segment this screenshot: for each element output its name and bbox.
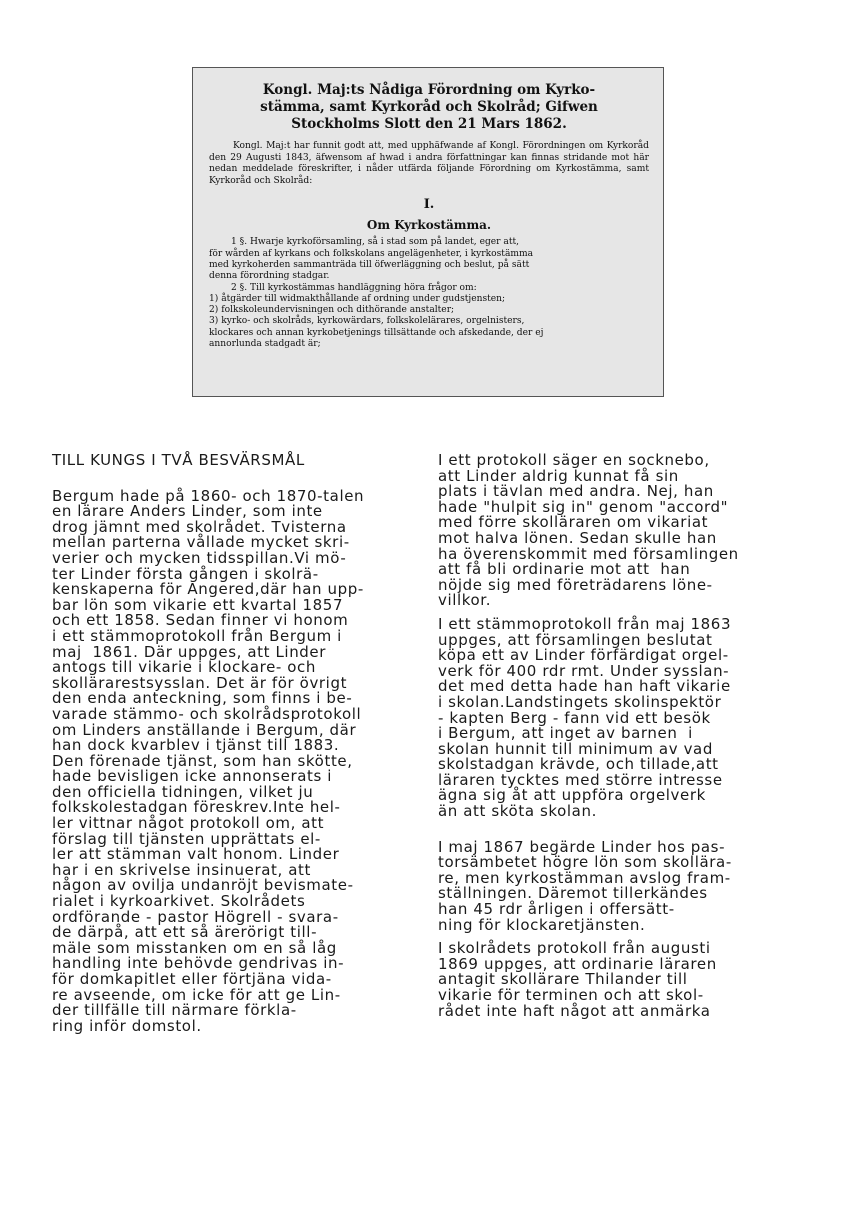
- text-line: I ett protokoll säger en socknebo,: [438, 451, 710, 469]
- text-line: antogs till vikarie i klockare- och: [52, 658, 317, 677]
- text-line: ter Linder första gången i skolrä-: [52, 564, 319, 583]
- text-line: skollärarestsysslan. Det är för övrigt: [52, 673, 348, 692]
- text-line: den enda anteckning, som finns i be-: [52, 689, 353, 708]
- text-line: - kapten Berg - fann vid ett besök: [438, 708, 711, 727]
- text-line: nöjde sig med företrädarens löne-: [438, 575, 713, 594]
- text-line: i ett stämmoprotokoll från Bergum i: [52, 626, 342, 645]
- text-line: uppges, att församlingen beslutat: [438, 630, 713, 649]
- text-line: ring inför domstol.: [52, 1016, 202, 1035]
- text-line: bar lön som vikarie ett kvartal 1857: [52, 595, 344, 614]
- text-line: en lärare Anders Linder, som inte: [52, 502, 323, 521]
- text-line: antagit skollärare Thilander till: [438, 970, 688, 989]
- article-heading: TILL KUNGS I TVÅ BESVÄRSMÅL: [52, 451, 305, 469]
- text-line: ställningen. Däremot tillerkändes: [438, 884, 708, 903]
- newspaper-clipping: [192, 67, 664, 397]
- text-line: mot halva lönen. Sedan skulle han: [438, 528, 717, 547]
- clipping-text-line: denna förordning stadgar.: [209, 271, 330, 282]
- spacer: [52, 469, 422, 489]
- text-line: skolstadgan krävde, och tillade,att: [438, 755, 719, 774]
- text-line: Den förenade tjänst, som han skötte,: [52, 751, 353, 770]
- text-line: han dock kvarblev i tjänst till 1883.: [52, 736, 340, 755]
- clipping-text-line: annorlunda stadgadt är;: [209, 339, 321, 350]
- text-line: handling inte behövde gendrivas in-: [52, 954, 345, 973]
- text-line: hade "hulpit sig in" genom "accord": [438, 497, 729, 516]
- text-line: han 45 rdr årligen i offersätt-: [438, 900, 675, 919]
- text-line: rådet inte haft något att anmärka: [438, 1001, 711, 1020]
- clipping-text-line: med kyrkoherden sammanträda till öfwerläggning och beslut, på sätt: [209, 259, 530, 270]
- text-line: 1869 uppges, att ordinarie läraren: [438, 954, 717, 973]
- text-line: köpa ett av Linder förfärdigat orgel-: [438, 646, 729, 665]
- right-column-body: [438, 453, 818, 1019]
- text-line: re, men kyrkostämman avslog fram-: [438, 868, 731, 887]
- text-line: de därpå, att ett så ärerörigt till-: [52, 923, 318, 942]
- paragraph: [438, 837, 818, 934]
- text-line: har i en skrivelse insinuerat, att: [52, 860, 312, 879]
- text-line: för domkapitlet eller förtjäna vida-: [52, 970, 332, 988]
- text-line: någon av ovilja undanröjt bevismate-: [52, 876, 354, 895]
- text-line: I skolrådets protokoll från augusti: [438, 939, 711, 958]
- text-line: förslag till tjänsten upprättats el-: [52, 829, 321, 848]
- clipping-text-line: 2) folkskoleundervisningen och dithörande anstalter;: [209, 305, 455, 316]
- text-line: rialet i kyrkoarkivet. Skolrådets: [52, 892, 306, 911]
- paragraph: [438, 453, 818, 609]
- paragraph: [438, 614, 818, 821]
- text-line: folkskolestadgan föreskrev.Inte hel-: [52, 798, 341, 817]
- text-line: villkor.: [438, 591, 492, 610]
- text-line: vikarie för terminen och att skol-: [438, 986, 704, 1004]
- clipping-text-line: för wården af kyrkans och folkskolans angelägenheter, i kyrkostämma: [209, 248, 534, 259]
- text-line: med förre skolläraren om vikariat: [438, 513, 709, 532]
- text-line: i skolan.Landstingets skolinspektör: [438, 692, 722, 711]
- left-column-body: [52, 486, 422, 1035]
- spacer: [438, 820, 818, 840]
- text-line: ler vittnar något protokoll om, att: [52, 814, 325, 833]
- text-line: re avseende, om icke för att ge Lin-: [52, 985, 341, 1004]
- left-column: [52, 453, 422, 1034]
- text-line: torsämbetet högre lön som skollära-: [438, 853, 732, 872]
- right-column: [438, 453, 818, 1019]
- text-line: mellan parterna vållade mycket skri-: [52, 533, 350, 552]
- text-line: om Linders anställande i Bergum, där: [52, 720, 357, 739]
- text-line: det med detta hade han haft vikarie: [438, 677, 731, 696]
- text-line: kenskaperna för Angered,där han upp-: [52, 580, 364, 599]
- text-line: den officiella tidningen, vilket ju: [52, 782, 314, 801]
- clipping-section-numeral: I.: [423, 197, 435, 213]
- text-line: ha överenskommit med församlingen: [438, 544, 739, 563]
- text-line: drog jämnt med skolrådet. Tvisterna: [52, 517, 347, 536]
- paragraph: [438, 941, 818, 1019]
- clipping-text-line: 1 §. Hwarje kyrkoförsamling, så i stad som på landet, eger att,: [231, 237, 520, 248]
- text-line: och ett 1858. Sedan finner vi honom: [52, 611, 349, 630]
- clipping-title: [209, 82, 649, 133]
- clipping-text-line: 1) åtgärder till widmakthållande af ordning under gudstjensten;: [209, 293, 506, 304]
- text-line: skolan hunnit till minimum av vad: [438, 739, 713, 758]
- text-line: ordförande - pastor Högrell - svara-: [52, 907, 339, 926]
- text-line: att få bli ordinarie mot att han: [438, 560, 691, 579]
- text-line: ning för klockaretjänsten.: [438, 915, 646, 934]
- text-line: verk för 400 rdr rmt. Under sysslan-: [438, 661, 730, 680]
- clipping-intro: Kongl. Maj:t har funnit godt att, med upphäfwande af Kongl. Förordningen om Kyrkoråd den 29 Augusti 1843, äfwensom af hwad i andra författningar kan finnas stridande mot här nedan meddelade föreskrifter, i nåder utfärda följande Förordning om Kyrkostämma, samt Kyrkoråd och Skolråd:: [209, 141, 649, 186]
- text-line: i Bergum, att inget av barnen i: [438, 724, 693, 743]
- text-line: maj 1861. Där uppges, att Linder: [52, 642, 327, 661]
- text-line: ler att stämman valt honom. Linder: [52, 845, 340, 864]
- text-line: läraren tycktes med större intresse: [438, 770, 723, 789]
- text-line: att Linder aldrig kunnat få sin: [438, 466, 679, 485]
- text-line: I ett stämmoprotokoll från maj 1863: [438, 614, 732, 633]
- clipping-title-line: stämma, samt Kyrkoråd och Skolråd; Gifwen: [260, 99, 598, 115]
- text-line: hade bevisligen icke annonserats i: [52, 767, 333, 786]
- text-line: mäle som misstanken om en så låg: [52, 938, 337, 957]
- text-line: än att sköta skolan.: [438, 802, 597, 821]
- text-line: der tillfälle till närmare förkla-: [52, 1001, 297, 1020]
- text-line: verier och mycken tidsspillan.Vi mö-: [52, 548, 347, 567]
- clipping-text-line: 2 §. Till kyrkostämmas handläggning höra frågor om:: [231, 282, 477, 293]
- text-line: plats i tävlan med andra. Nej, han: [438, 482, 714, 501]
- text-line: Bergum hade på 1860- och 1870-talen: [52, 486, 365, 505]
- text-line: varade stämmo- och skolrådsprotokoll: [52, 704, 362, 723]
- text-line: I maj 1867 begärde Linder hos pas-: [438, 837, 726, 856]
- clipping-text-line: klockares och annan kyrkobetjenings tillsättande och afskedande, der ej: [209, 327, 544, 338]
- clipping-title-line: Kongl. Maj:ts Nådiga Förordning om Kyrko-: [262, 82, 596, 98]
- clipping-section-heading: Om Kyrkostämma.: [366, 218, 492, 233]
- text-line: ägna sig åt att uppföra orgelverk: [438, 786, 706, 805]
- clipping-title-line: Stockholms Slott den 21 Mars 1862.: [291, 116, 567, 132]
- clipping-body: [209, 237, 649, 350]
- clipping-text-line: 3) kyrko- och skolråds, kyrkowärdars, folkskolelärares, orgelnisters,: [209, 316, 525, 327]
